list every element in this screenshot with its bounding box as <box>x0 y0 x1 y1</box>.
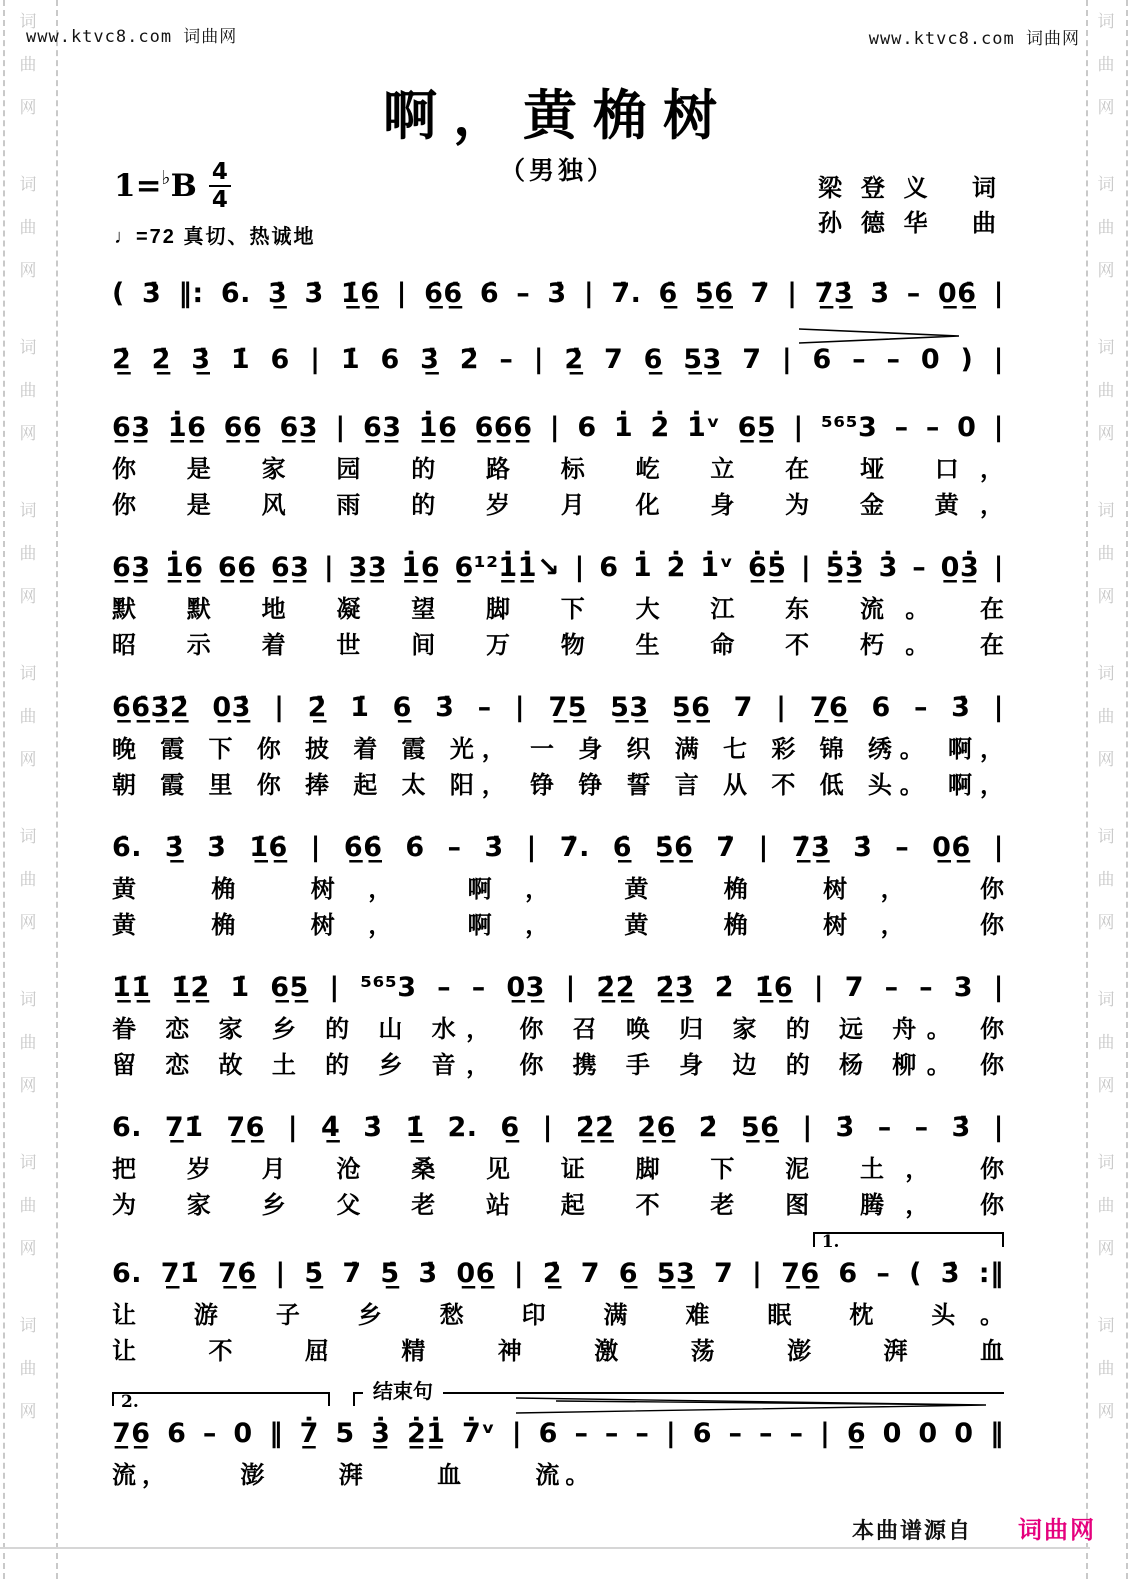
music-system-verse-1 <box>112 408 1004 520</box>
lyricist-credit: 梁登义 词 <box>818 175 996 202</box>
second-ending-bracket <box>112 1392 330 1412</box>
notation-line: 6̲3̲ 1̲̇6̲ 6̲6̲ 6̲3̲ | 6̲3̲ 1̲̇6̲ 6̲6̲6̲ | 6 1̇ 2̇ 1̇ᵛ 6̲5̲ | ⁵⁶⁵3 – – 0 | <box>112 412 1004 443</box>
dashed-rule-left-outer <box>3 0 5 1579</box>
lyric-line-2: 朝 霞 里 你 捧 起 太 阳， 铮 铮 誓 言 从 不 低 头。 啊， <box>112 770 1004 799</box>
footer-site-name: 词曲网 <box>1018 1517 1096 1544</box>
first-ending-bracket <box>813 1232 1004 1252</box>
flat-symbol: ♭ <box>161 165 171 189</box>
watermark-right-column: 词 曲 网 词 曲 网 词 曲 网 词 曲 网 词 曲 网 词 曲 网 词 曲 网 词 曲 网 词 曲 网 <box>1097 12 1115 1421</box>
lyric-line-1: 眷 恋 家 乡 的 山 水， 你 召 唤 归 家 的 远 舟。 你 <box>112 1014 1004 1043</box>
notation-line: 6̲̇6̲̇3̲̇2̲̇ 0̲3̲̇ | 2̲̇ 1̇ 6̲ 3̇ – | 7̲5̲ 5̲3̲ 5̲6̲ 7 | 7̲6̲ 6 – 3̇ | <box>112 692 1004 723</box>
notation-line: 6̇. 3̲̇ 3̇ 1̲̇6̲̇ | 6̲̇6̲̇ 6̇ – 3̇ | 7̇. 6̲̇ 5̲̇6̲̇ 7̇ | 7̲̇3̲̇ 3̇ – 0̲6̲̇ | <box>112 832 1004 863</box>
long-decrescendo-hairpin <box>516 1396 986 1414</box>
watermark-left-column: 词 曲 网 词 曲 网 词 曲 网 词 曲 网 词 曲 网 词 曲 网 词 曲 网 词 曲 网 词 曲 网 <box>19 12 37 1421</box>
dashed-rule-right-inner <box>1086 0 1088 1579</box>
credits-block <box>818 172 996 242</box>
coda-label: 结束句 <box>363 1381 443 1401</box>
notation-line: 2̲̇ 2̲̇ 3̲̇ 1̇ 6 | 1̇ 6 3̲̇ 2̇ – | 2̲̇ 7 6̲ 5̲3̲ 7 | 6 – – 0 ) | <box>112 344 1004 375</box>
music-system-verse-2 <box>112 548 1004 660</box>
key-prefix: 1= <box>114 168 162 205</box>
site-watermark-top-right: www.ktvc8.com 词曲网 <box>868 29 1080 49</box>
site-watermark-top-left: www.ktvc8.com 词曲网 <box>26 27 238 47</box>
notation-line: 6. 7̲1̇ 7̲6̲̇ | 5̲̇ 7̇ 5̲̇ 3̇ 0̲6̲ | 2̲̇ 7 6̲ 5̲3̲ 7 | 7̲6̲ 6 – ( 3̇ :‖ <box>112 1258 1004 1289</box>
decrescendo-hairpin <box>799 328 959 344</box>
tempo-marking: ♩=72 真切、热诚地 <box>114 226 316 249</box>
music-system-chorus-3 <box>112 1108 1004 1220</box>
lyric-line-1: 流， 澎 湃 血 流。 <box>112 1460 596 1489</box>
footer-divider <box>0 1547 1090 1549</box>
notation-line: 1̲̇1̲̇ 1̲̇2̲̇ 1̇ 6̲5̲ | ⁵⁶⁵3 – – 0̲3̲ | 2̲̇2̲̇ 2̲̇3̲̇ 2̇ 1̲̇6̲ | 7 – – 3 | <box>112 972 1004 1003</box>
time-signature-denominator: 4 <box>211 187 228 214</box>
dashed-rule-left-inner <box>56 0 58 1579</box>
footer-attribution <box>852 1510 1096 1545</box>
music-system-volta-1 <box>112 1232 1004 1366</box>
lyric-line-2: 你 是 风 雨 的 岁 月 化 身 为 金 黄， <box>112 490 1004 519</box>
notation-line: 7̲6̲ 6 – 0 ‖ 7̲̇ 5 3̲̇ 2̲̇1̲̇ 7̇ᵛ | 6 – – – | 6 – – – | 6̲ 0 0 0 ‖ <box>112 1418 1004 1449</box>
lyric-line-1: 你 是 家 园 的 路 标 屹 立 在 垭 口， <box>112 454 1004 483</box>
lyric-line-2: 为 家 乡 父 老 站 起 不 老 图 腾， 你 <box>112 1190 1004 1219</box>
dashed-rule-right-outer <box>1126 0 1128 1579</box>
notation-line: ( 3̇ ‖: 6̇. 3̲̇ 3̇ 1̲̇6̲̇ | 6̲̇6̲̇ 6̇ – 3̇ | 7̇. 6̲̇ 5̲̇6̲̇ 7̇ | 7̲̇3̲̇ 3̇ – 0̲6̲̇ | <box>112 278 1004 309</box>
lyric-line-1: 黄 桷 树， 啊， 黄 桷 树， 你 <box>112 874 1004 903</box>
time-signature <box>209 160 231 212</box>
music-system-verse-3 <box>112 688 1004 800</box>
second-ending-label: 2. <box>121 1392 139 1412</box>
music-system-intro-2 <box>112 340 1004 380</box>
lyric-line-2: 黄 桷 树， 啊， 黄 桷 树， 你 <box>112 910 1004 939</box>
notation-line: 6̲3̲ 1̲̇6̲ 6̲6̲ 6̲3̲ | 3̲3̲ 1̲̇6̲ 6̲¹²1̲̇1̲̇↘ | 6 1̇ 2̇ 1̇ᵛ 6̲̇5̲̇ | 5̲̇3̲̇ 3̇ – 0̲3̲̇ | <box>112 552 1004 583</box>
lyric-line-2: 留 恋 故 土 的 乡 音， 你 携 手 身 边 的 杨 柳。 你 <box>112 1050 1004 1079</box>
key-letter: B <box>170 168 197 205</box>
music-system-intro-1 <box>112 274 1004 314</box>
first-ending-label: 1. <box>821 1232 840 1252</box>
lyric-line-1: 默 默 地 凝 望 脚 下 大 江 东 流。 在 <box>112 594 1004 623</box>
lyric-line-1: 把 岁 月 沧 桑 见 证 脚 下 泥 土， 你 <box>112 1154 1004 1183</box>
lyric-line-2: 让 不 屈 精 神 激 荡 澎 湃 血 <box>112 1336 1004 1365</box>
music-system-chorus-2 <box>112 968 1004 1080</box>
time-signature-numerator: 4 <box>209 160 231 187</box>
song-subtitle: （男独） <box>499 157 616 186</box>
footer-source-text: 本曲谱源自 <box>851 1518 972 1543</box>
music-system-chorus-1 <box>112 828 1004 940</box>
lyric-line-1: 让 游 子 乡 愁 印 满 难 眠 枕 头。 <box>112 1300 1004 1329</box>
ending-notes-wrap <box>112 1414 1004 1454</box>
key-signature <box>114 160 315 212</box>
music-system-ending <box>112 1379 1004 1490</box>
score-content <box>112 0 1004 1518</box>
song-title: 啊，黄桷树 <box>383 83 733 147</box>
composer-credit: 孙德华 曲 <box>818 209 996 237</box>
notation-line: 6. 7̲1̇ 7̲6̲ | 4̲̇ 3̇ 1̲̇ 2. 6̲ | 2̲̇2̲̇ 2̲̇6̲ 2̇ 5̲6̲̇ | 3̇ – – 3̇ | <box>112 1112 1004 1143</box>
key-signature-block <box>114 160 315 249</box>
lyric-line-2: 昭 示 着 世 间 万 物 生 命 不 朽。 在 <box>112 630 1004 659</box>
score-header <box>112 83 1004 262</box>
music-systems <box>112 274 1004 1490</box>
lyric-line-1: 晚 霞 下 你 披 着 霞 光， 一 身 织 满 七 彩 锦 绣。 啊， <box>112 734 1004 763</box>
